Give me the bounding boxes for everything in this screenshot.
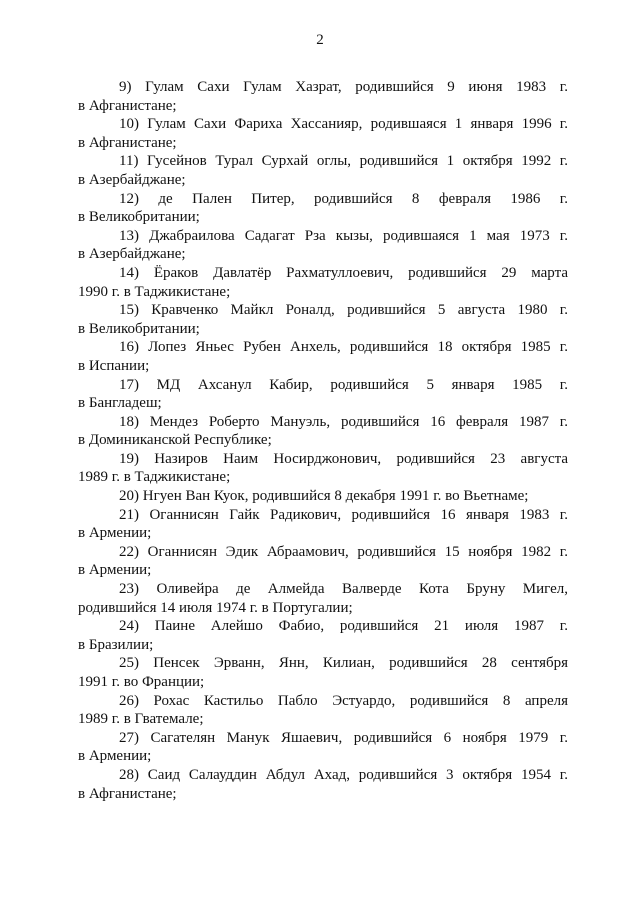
person-list: [78, 78, 568, 803]
list-item-line-1: 23) Оливейра де Алмейда Валверде Кота Бруну Мигел,: [119, 581, 568, 598]
list-item-line-1: 27) Сагателян Манук Яшаевич, родившийся 6 ноября 1979 г.: [119, 729, 568, 746]
list-item-line-1: 28) Саид Салауддин Абдул Ахад, родившийся 3 октября 1954 г.: [119, 766, 568, 783]
list-item: [78, 766, 568, 803]
list-item-line-1: 20) Нгуен Ван Куок, родившийся 8 декабря 1991 г. во Вьетнаме;: [119, 488, 529, 505]
list-item-line-2: в Азербайджане;: [78, 246, 186, 263]
list-item-line-1: 9) Гулам Сахи Гулам Хазрат, родившийся 9 июня 1983 г.: [119, 79, 568, 95]
list-item: [78, 301, 568, 338]
list-item-line-2: 1989 г. в Гватемале;: [78, 711, 204, 728]
list-item: [78, 227, 568, 264]
list-item: [78, 692, 568, 729]
list-item-line-2: в Афганистане;: [78, 97, 177, 114]
list-item-line-2: в Великобритании;: [78, 320, 200, 337]
list-item: [78, 506, 568, 543]
list-item: [78, 338, 568, 375]
list-item-line-2: родившийся 14 июля 1974 г. в Португалии;: [78, 599, 353, 616]
list-item: [78, 376, 568, 413]
list-item: [78, 729, 568, 766]
list-item-line-1: 22) Оганнисян Эдик Абраамович, родившийся 15 ноября 1982 г.: [119, 543, 568, 560]
list-item-line-1: 16) Лопез Яньес Рубен Анхель, родившийся 18 октября 1985 г.: [119, 339, 568, 356]
list-item-line-2: в Доминиканской Республике;: [78, 432, 272, 449]
list-item: [78, 617, 568, 654]
list-item-line-1: 12) де Пален Питер, родившийся 8 февраля 1986 г.: [119, 190, 568, 207]
list-item: [78, 543, 568, 580]
list-item-line-1: 24) Паине Алейшо Фабио, родившийся 21 июля 1987 г.: [119, 618, 568, 635]
list-item-line-1: 15) Кравченко Майкл Роналд, родившийся 5 августа 1980 г.: [119, 302, 568, 319]
list-item-line-2: в Бангладеш;: [78, 395, 162, 412]
list-item: [78, 115, 568, 152]
list-item-line-2: 1991 г. во Франции;: [78, 674, 205, 690]
list-item: [78, 190, 568, 227]
list-item-line-1: 13) Джабраилова Садагат Рза кызы, родившаяся 1 мая 1973 г.: [119, 227, 568, 244]
list-item-line-2: в Азербайджане;: [78, 171, 186, 188]
list-item: [78, 152, 568, 189]
list-item-line-2: в Армении;: [78, 562, 152, 579]
list-item-line-2: в Армении;: [78, 525, 152, 542]
list-item-line-1: 21) Оганнисян Гайк Радикович, родившийся 16 января 1983 г.: [119, 506, 568, 523]
list-item: [78, 413, 568, 450]
list-item: [78, 487, 568, 506]
list-item-line-1: 17) МД Ахсанул Кабир, родившийся 5 января 1985 г.: [119, 376, 568, 393]
list-item: [78, 264, 568, 301]
list-item-line-1: 10) Гулам Сахи Фариха Хассанияр, родившаяся 1 января 1996 г.: [119, 116, 568, 133]
list-item-line-2: в Бразилии;: [78, 636, 154, 653]
list-item: [78, 78, 568, 115]
page-number: 2: [316, 32, 324, 48]
list-item-line-2: в Афганистане;: [78, 134, 177, 151]
list-item-line-2: в Афганистане;: [78, 785, 177, 802]
list-item: [78, 580, 568, 617]
list-item-line-2: в Испании;: [78, 357, 150, 374]
list-item-line-1: 26) Рохас Кастильо Пабло Эстуардо, родившийся 8 апреля: [119, 692, 568, 709]
list-item-line-1: 19) Назиров Наим Носирджонович, родившийся 23 августа: [119, 450, 568, 467]
list-item-line-1: 14) Ёраков Давлатёр Рахматуллоевич, родившийся 29 марта: [119, 264, 568, 281]
list-item: [78, 450, 568, 487]
list-item-line-1: 25) Пенсек Эрванн, Янн, Килиан, родившийся 28 сентября: [119, 655, 568, 672]
list-item-line-2: 1989 г. в Таджикистане;: [78, 469, 231, 486]
list-item-line-2: в Великобритании;: [78, 209, 200, 226]
list-item-line-2: в Армении;: [78, 748, 152, 765]
list-item-line-1: 18) Мендез Роберто Мануэль, родившийся 16 февраля 1987 г.: [119, 413, 568, 430]
list-item: [78, 654, 568, 691]
list-item-line-1: 11) Гусейнов Турал Сурхай оглы, родившийся 1 октября 1992 г.: [119, 153, 568, 170]
list-item-line-2: 1990 г. в Таджикистане;: [78, 283, 231, 300]
